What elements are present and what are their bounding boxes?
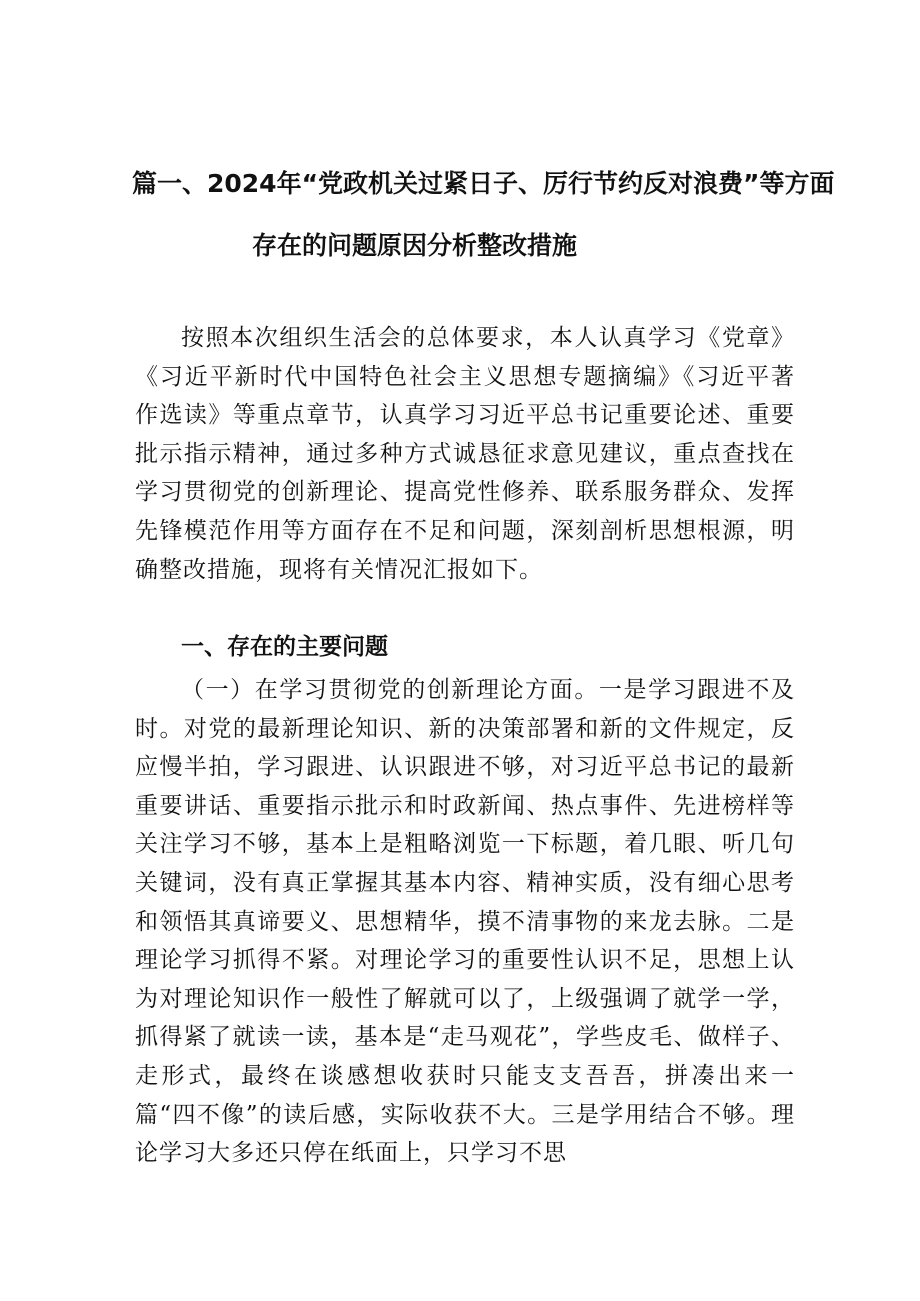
section-paragraph: （一）在学习贯彻党的创新理论方面。一是学习跟进不及时。对党的最新理论知识、新的决策部署和新的文件规定，反应慢半拍，学习跟进、认识跟进不够，对习近平总书记的最新重要讲话、重要指示批示和时政新闻、热点事件、先进榜样等关注学习不够，基本上是粗略浏览一下标题，着几眼、听几句关键词，没有真正掌握其基本内容、精神实质，没有细心思考和领悟其真谛要义、思想精华，摸不清事物的来龙去脉。二是理论学习抓得不紧。对理论学习的重要性认识不足，思想上认为对理论知识作一般性了解就可以了，上级强调了就学一学，抓得紧了就读一读，基本是“走马观花”，学些皮毛、做样子、走形式，最终在谈感想收获时只能支支吾吾，拼凑出来一篇“四不像”的读后感，实际收获不大。三是学用结合不够。理论学习大多还只停在纸面上，只学习不思 — [135, 677, 795, 1167]
document-title-line-1: 篇一、2024年“党政机关过紧日子、厉行节约反对浪费”等方面 — [132, 169, 835, 198]
section-heading: 一、存在的主要问题 — [181, 634, 388, 660]
intro-paragraph: 按照本次组织生活会的总体要求，本人认真学习《党章》《习近平新时代中国特色社会主义思想专题摘编》《习近平著作选读》等重点章节，认真学习习近平总书记重要论述、重要批示指示精神，通过多种方式诚恳征求意见建议，重点查找在学习贯彻党的创新理论、提高党性修养、联系服务群众、发挥先锋模范作用等方面存在不足和问题，深刻剖析思想根源，明确整改措施，现将有关情况汇报如下。 — [135, 325, 795, 583]
document-title-line-2: 存在的问题原因分析整改措施 — [252, 231, 578, 260]
